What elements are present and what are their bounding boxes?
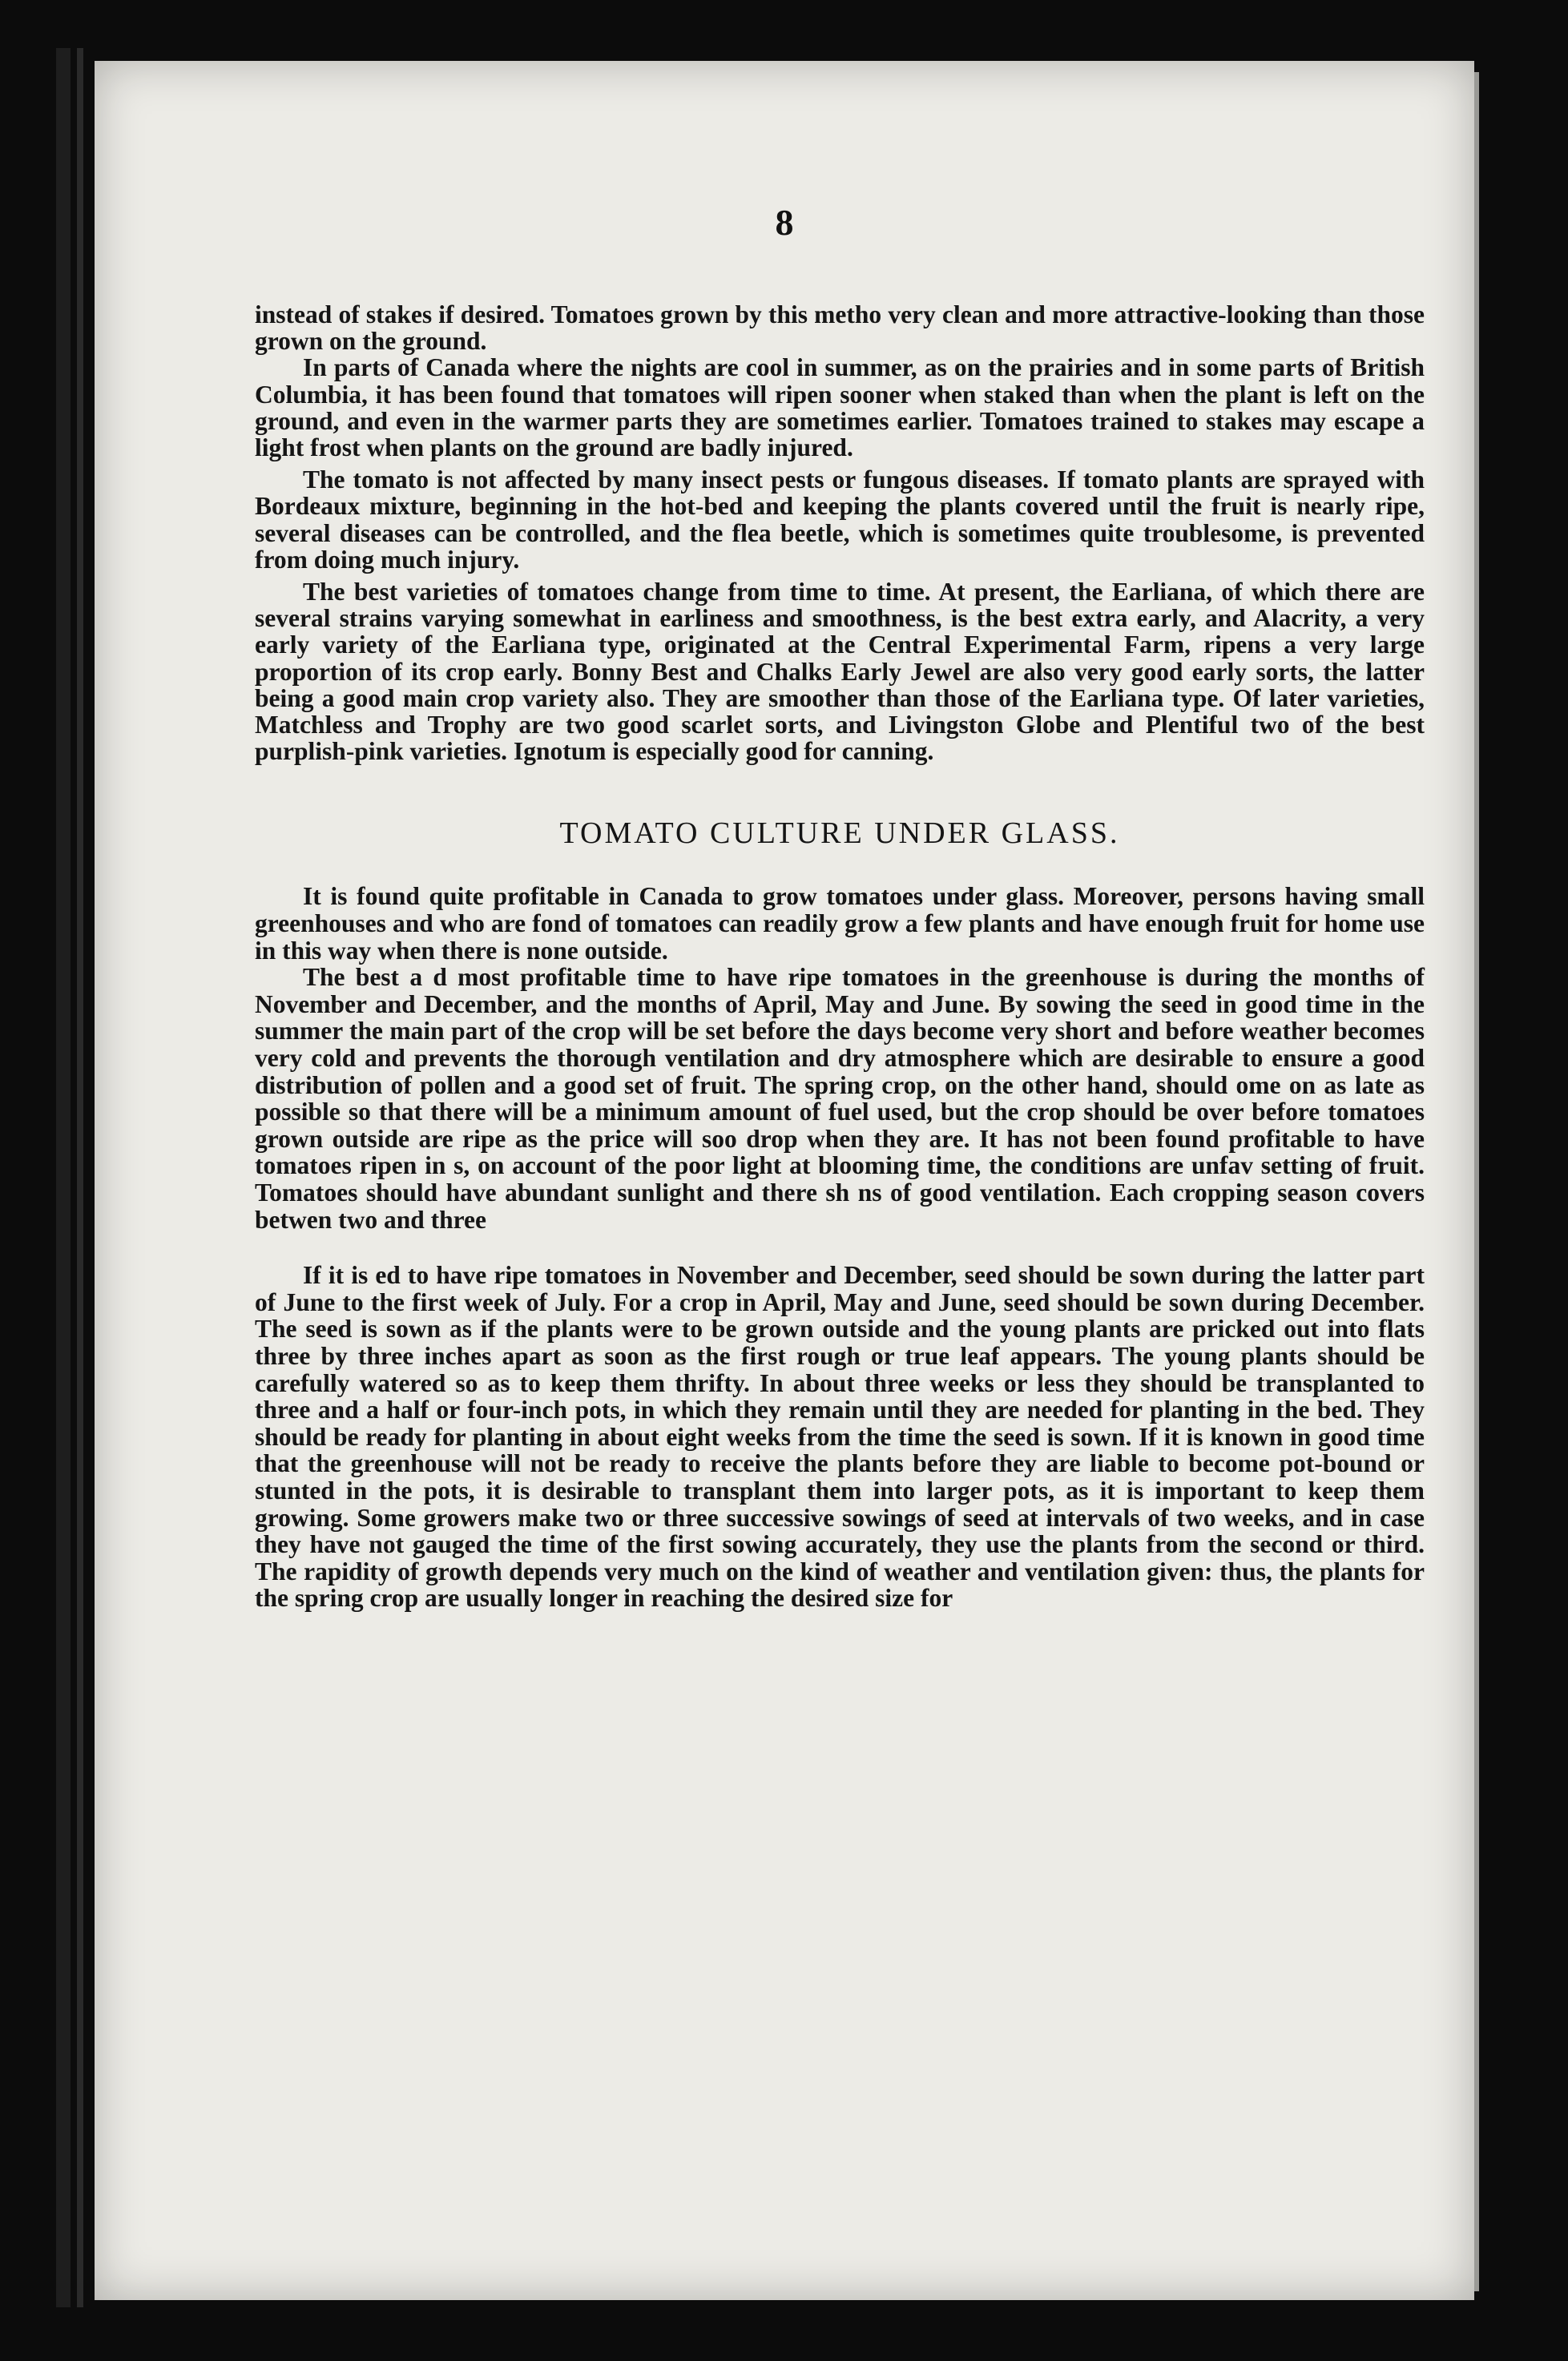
paragraph-glass-intro: It is found quite profitable in Canada to grow tomatoes under glass. Moreover, persons having small greenhouses and who are fond of tomatoes can readily grow a few plants and have enough fruit for home use in this way when there is none outside. <box>255 882 1425 965</box>
paragraph-timing: The best a d most profitable time to have ripe tomatoes in the greenhouse is during the months of November and December, and the months of April, May and June. By sowing the seed in good time in the summer the main part of the crop will be set before the days become very short and before weather becomes very cold and prevents the thorough ventilation and dry atmosphere which are desirable to ensure a good distribution of pollen and a good set of fruit. The spring crop, on the other hand, should ome on as late as possible so that there will be a minimum amount of fuel used, but the crop should be over before tomatoes grown outside are ripe as the price will soo drop when they are. It has not been found profitable to have tomatoes ripen in s, on account of the poor light at blooming time, the conditions are unfav setting of fruit. Tomatoes should have abundant sunlight and there sh ns of good ventilation. Each cropping season covers betwen two and three <box>255 963 1425 1234</box>
paragraph-sowing: If it is ed to have ripe tomatoes in November and December, seed should be sown during the latter part of June to the first week of July. For a crop in April, May and June, seed should be sown during December. The seed is sown as if the plants were to be grown outside and the young plants are pricked out into flats three by three inches apart as soon as the first rough or true leaf appears. The young plants should be carefully watered so as to keep them thrifty. In about three weeks or less they should be transplanted to three and a half or four-inch pots, in which they remain until they are needed for planting in the bed. They should be ready for planting in about eight weeks from the time the seed is sown. If it is known in good time that the greenhouse will not be ready to receive the plants before they are liable to become pot-bound or stunted in the pots, it is desirable to transplant them into larger pots, as it is important to keep them growing. Some growers make two or three successive sowings of seed at intervals of two weeks, and in case they have not gauged the time of the first sowing accurately, they use the plants from the second or third. The rapidity of growth depends very much on the kind of weather and ventilation given: thus, the plants for the spring crop are usually longer in reaching the desired size for <box>255 1261 1425 1613</box>
document-page <box>95 61 1474 2300</box>
binding-edge <box>56 48 71 2307</box>
section-heading: TOMATO CULTURE UNDER GLASS. <box>559 816 1120 851</box>
paragraph-varieties: The best varieties of tomatoes change from time to time. At present, the Earliana, of which there are several strains varying somewhat in earliness and smoothness, is the best extra early, and Alacrity, a very early variety of the Earliana type, originated at the Central Experimental Farm, ripens a very large proportion of its crop early. Bonny Best and Chalks Early Jewel are also very good early sorts, the latter being a good main crop variety also. They are smoother than those of the Earliana type. Of later varieties, Matchless and Trophy are two good scarlet sorts, and Livingston Globe and Plentiful two of the best purplish-pink varieties. Ignotum is especially good for canning. <box>255 578 1425 766</box>
binding-edge-inner <box>77 48 83 2307</box>
paragraph-pests: The tomato is not affected by many insect pests or fungous diseases. If tomato plants are sprayed with Bordeaux mixture, beginning in the hot-bed and keeping the plants covered until the fruit is nearly ripe, several diseases can be controlled, and the flea beetle, which is sometimes quite troublesome, is prevented from doing much injury. <box>255 465 1425 574</box>
paragraph-staking: In parts of Canada where the nights are cool in summer, as on the prairies and in some parts of British Columbia, it has been found that tomatoes will ripen sooner when staked than when the plant is left on the ground, and even in the warmer parts they are sometimes earlier. Tomatoes trained to stakes may escape a light frost when plants on the ground are badly injured. <box>255 353 1425 462</box>
page-number: 8 <box>775 202 794 243</box>
paragraph-continuation: instead of stakes if desired. Tomatoes grown by this metho very clean and more attractive-looking than those grown on the ground. <box>255 300 1425 356</box>
page-edge <box>1474 72 1479 2291</box>
body-text <box>255 301 1425 1612</box>
